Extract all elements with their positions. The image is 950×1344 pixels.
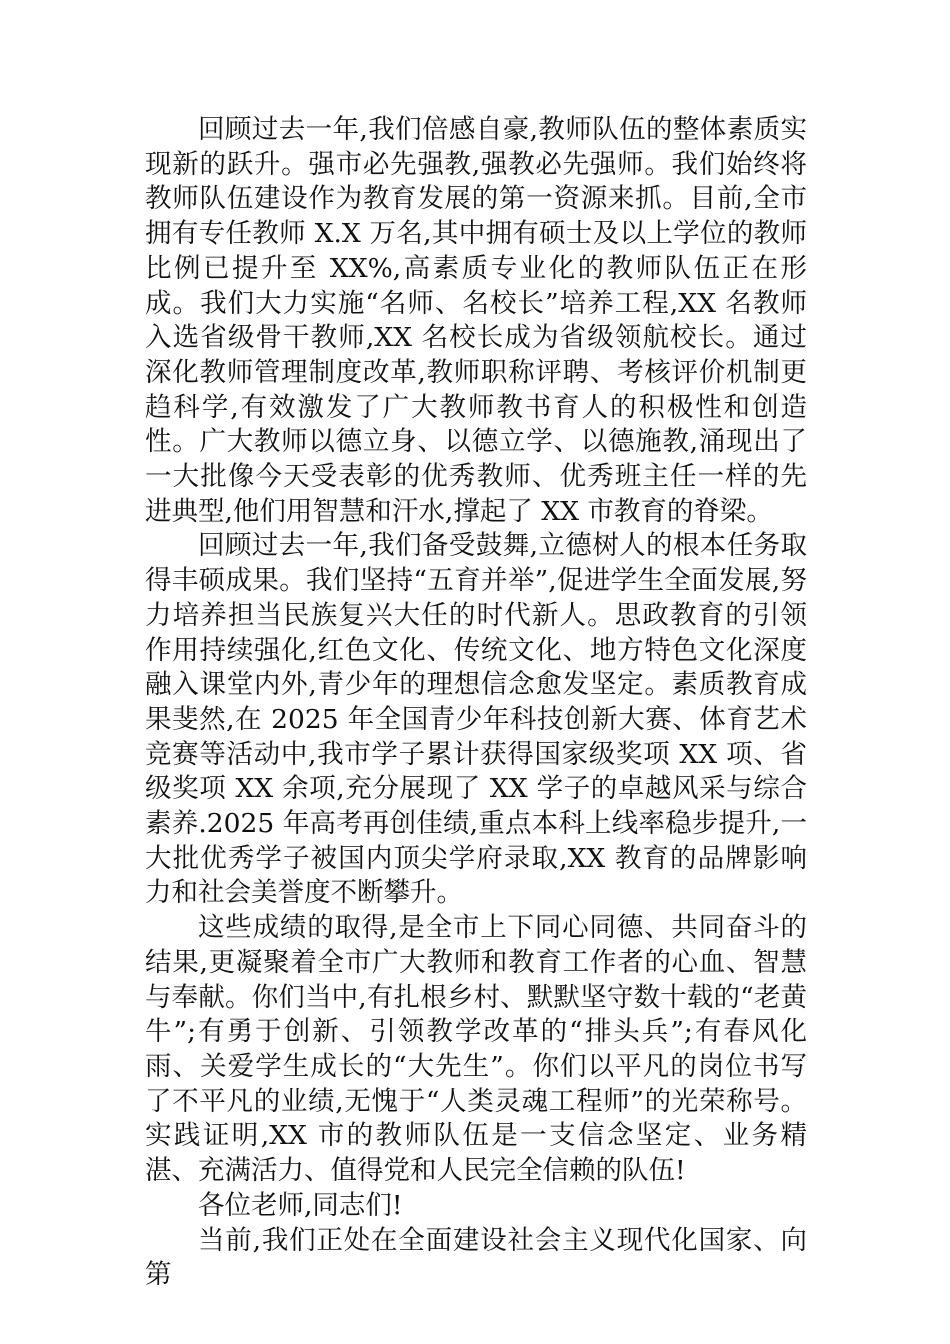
paragraph-teacher-team: 回顾过去一年,我们倍感自豪,教师队伍的整体素质实现新的跃升。强市必先强教,强教必先强师。我们始终将教师队伍建设作为教育发展的第一资源来抓。目前,全市拥有专任教师 X.X 万名,其中拥有硕士及以上学位的教师比例已提升至 XX%,高素质专业化的教师队伍正在形成。我们大力实施“名师、名校长”培养工程,XX 名教师入选省级骨干教师,XX 名校长成为省级领航校长。通过深化教师管理制度改革,教师职称评聘、考核评价机制更趋科学,有效激发了广大教师教书育人的积极性和创造性。广大教师以德立身、以德立学、以德施教,涌现出了一大批像今天受表彰的优秀教师、优秀班主任一样的先进典型,他们用智慧和汗水,撑起了 XX 市教育的脊梁。: [145, 114, 807, 527]
paragraph-achievements-summary: 这些成绩的取得,是全市上下同心同德、共同奋斗的结果,更凝聚着全市广大教师和教育工作者的心血、智慧与奉献。你们当中,有扎根乡村、默默坚守数十载的“老黄牛”;有勇于创新、引领教学改革的“排头兵”;有春风化雨、关爱学生成长的“大先生”。你们以平凡的岗位书写了不平凡的业绩,无愧于“人类灵魂工程师”的光荣称号。实践证明,XX 市的教师队伍是一支信念坚定、业务精湛、充满活力、值得党和人民完全信赖的队伍!: [145, 912, 807, 1187]
document-body: [145, 113, 807, 1293]
paragraph-current-situation: 当前,我们正处在全面建设社会主义现代化国家、向第: [145, 1224, 807, 1291]
paragraph-student-achievements: 回顾过去一年,我们备受鼓舞,立德树人的根本任务取得丰硕成果。我们坚持“五育并举”,促进学生全面发展,努力培养担当民族复兴大任的时代新人。思政教育的引领作用持续强化,红色文化、传统文化、地方特色文化深度融入课堂内外,青少年的理想信念愈发坚定。素质教育成果斐然,在 2025 年全国青少年科技创新大赛、体育艺术竞赛等活动中,我市学子累计获得国家级奖项 XX 项、省级奖项 XX 余项,充分展现了 XX 学子的卓越风采与综合素养.2025 年高考再创佳绩,重点本科上线率稳步提升,一大批优秀学子被国内顶尖学府录取,XX 教育的品牌影响力和社会美誉度不断攀升。: [145, 530, 807, 909]
paragraph-salutation: 各位老师,同志们!: [198, 1189, 403, 1221]
